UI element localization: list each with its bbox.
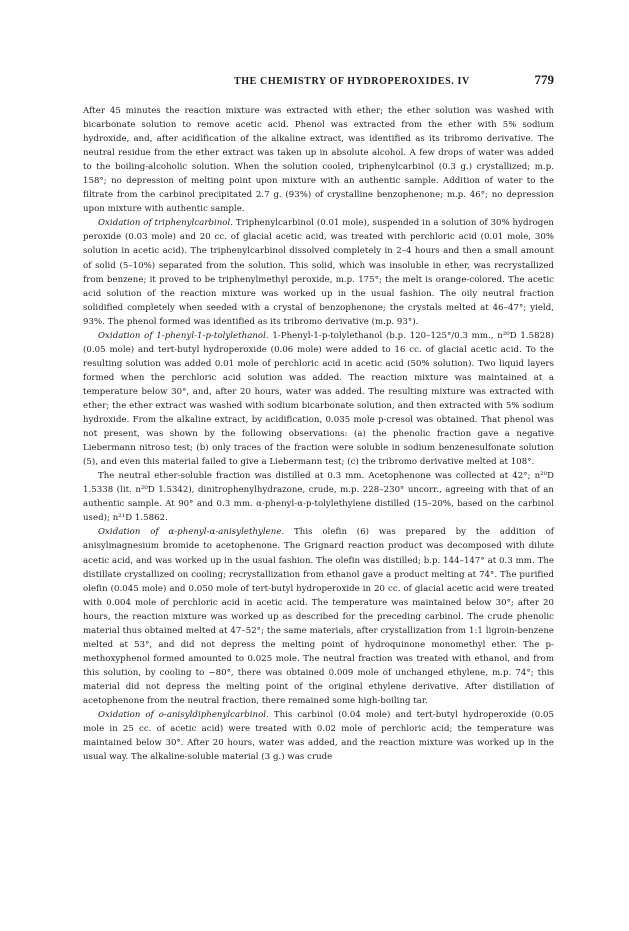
paragraph [83,469,554,525]
paragraph-text: 1-Phenyl-1-p-tolylethanol (b.p. 120–125°/0.3 mm., n²⁰D 1.5828) (0.05 mole) and tert-butyl hydroperoxide (0.06 mole) were added to 16 cc. of glacial acetic acid. To the resulting solution was added 0.01 mole of perchloric acid in acetic acid (50% solution). Two liquid layers formed when the perchloric acid solution was added. The reaction mixture was maintained at a temperature below 30°, and, after 20 hours, water was added. The resulting mixture was extracted with ether; the ether extract was washed with sodium bicarbonate solution, and then extracted with 5% sodium hydroxide. From the alkaline extract, by acidification, 0.035 mole p-cresol was obtained. That phenol was not present, was shown by the following observations: (a) the phenolic fraction gave a negative Liebermann nitroso test; (b) only traces of the fraction were soluble in sodium benzenesulfonate solution (5), and even this material failed to give a Liebermann test; (c) the tribromo derivative melted at 108°. [83,330,554,468]
paragraph [83,525,554,708]
paragraph-heading: Oxidation of o-anisyldiphenylcarbinol. [98,710,269,721]
page-number: 779 [534,72,554,87]
paragraph-text: This carbinol (0.04 mole) and tert-butyl hydroperoxide (0.05 mole in 25 cc. of acetic acid) were treated with 0.02 mole of perchloric acid; the temperature was maintained below 30°. After 20 hours, water was added, and the reaction mixture was worked up in the usual way. The alkaline-soluble material (3 g.) was crude [83,710,554,763]
journal-page [83,72,554,764]
paragraph [83,216,554,328]
paragraph-heading: Oxidation of triphenylcarbinol. [98,218,234,229]
paragraph [83,104,554,216]
paragraph-text: The neutral ether-soluble fraction was distilled at 0.3 mm. Acetophenone was collected at 42°; n²⁰D 1.5338 (lit. n²⁰D 1.5342), dinitrophenylhydrazone, crude, m.p. 228–230° uncorr., agreeing with that of an authentic sample. At 90° and 0.3 mm. α-phenyl-α-p-tolylethylene distilled (15–20%, based on the carbinol used); n²¹D 1.5862. [83,471,554,524]
article-body [83,104,554,764]
running-title: THE CHEMISTRY OF HYDROPEROXIDES. IV [234,76,470,87]
paragraph [83,708,554,764]
paragraph-text: After 45 minutes the reaction mixture was extracted with ether; the ether solution was washed with bicarbonate solution to remove acetic acid. Phenol was extracted from the ether with 5% sodium hydroxide, and, after acidification of the alkaline extract, was identified as its tribromo derivative. The neutral residue from the ether extract was taken up in absolute alcohol. A few drops of water was added to the boiling-alcoholic solution. When the solution cooled, triphenylcarbinol (0.3 g.) crystallized; m.p. 158°; no depression of melting point upon mixture with an authentic sample. Addition of water to the filtrate from the carbinol precipitated 2.7 g. (93%) of crystalline benzophenone; m.p. 46°; no depression upon mixture with authentic sample. [83,106,554,215]
running-header [83,72,554,92]
paragraph [83,329,554,469]
paragraph-text: This olefin (6) was prepared by the addition of anisylmagnesium bromide to acetophenone. The Grignard reaction product was decomposed with dilute acetic acid, and was worked up in the usual fashion. The olefin was distilled; b.p. 144–147° at 0.3 mm. The distillate crystallized on cooling; recrystallization from ethanol gave a product melting at 74°. The purified olefin (0.045 mole) and 0.050 mole of tert-butyl hydroperoxide in 20 cc. of glacial acetic acid were treated with 0.004 mole of perchloric acid in acetic acid. The temperature was maintained below 30°; after 20 hours, the reaction mixture was worked up as described for the preceding carbinol. The crude phenolic material thus obtained melted at 47–52°; the same materials, after crystallization from 1:1 ligroin-benzene melted at 53°, and did not depress the melting point of hydroquinone monomethyl ether. The p-methoxyphenol formed amounted to 0.025 mole. The neutral fraction was treated with ethanol, and from this solution, by cooling to −80°, there was obtained 0.009 mole of unchanged ethylene, m.p. 74°; this material did not depress the melting point of the original ethylene derivative. After distillation of acetophenone from the neutral fraction, there remained some high-boiling tar. [83,527,554,706]
paragraph-text: Triphenylcarbinol (0.01 mole), suspended in a solution of 30% hydrogen peroxide (0.03 mole) and 20 cc. of glacial acetic acid, was treated with perchloric acid (0.01 mole, 30% solution in acetic acid). The triphenylcarbinol dissolved completely in 2–4 hours and then a small amount of solid (5–10%) separated from the solution. This solid, which was insoluble in ether, was recrystallized from benzene; it proved to be triphenylmethyl peroxide, m.p. 175°; the melt is orange-colored. The acetic acid solution of the reaction mixture was worked up in the usual fashion. The oily neutral fraction solidified completely when seeded with a crystal of benzophenone; the crystals melted at 46–47°; yield, 93%. The phenol formed was identified as its tribromo derivative (m.p. 93°). [83,218,554,327]
paragraph-heading: Oxidation of 1-phenyl-1-p-tolylethanol. [98,330,269,341]
paragraph-heading: Oxidation of α-phenyl-α-anisylethylene. [98,527,285,538]
